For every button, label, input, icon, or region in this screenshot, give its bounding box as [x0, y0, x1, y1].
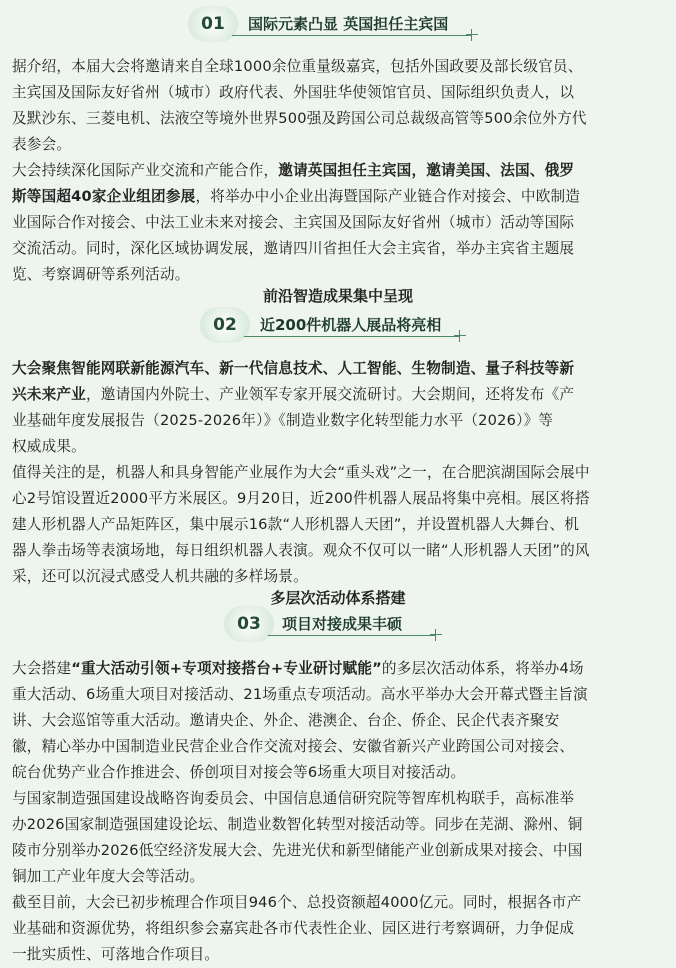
text-run: 据介绍，本届大会将邀请来自全球1000余位重量级嘉宾，包括外国政要及部长级官员、 — [12, 58, 583, 75]
underline-cross-ornament — [430, 629, 442, 641]
text-line — [12, 760, 668, 786]
paragraph — [12, 460, 668, 590]
paragraph — [12, 890, 668, 968]
text-line — [12, 54, 668, 80]
text-line — [12, 80, 668, 106]
text-line — [12, 486, 668, 512]
text-line — [12, 812, 668, 838]
text-run: 重大活动、6场重大项目对接活动、21场重点专项活动。高水平举办大会开幕式暨主旨演 — [12, 686, 588, 703]
text-run: 业基础和资源优势，将组织参会嘉宾赴各市代表性企业、园区进行考察调研，力争促成 — [12, 920, 575, 937]
section-number-badge: 02 — [200, 307, 250, 343]
text-run: 交流活动。同时，深化区域协调发展，邀请四川省担任大会主宾省，举办主宾省主题展 — [12, 240, 575, 257]
text-line — [12, 210, 668, 236]
text-run: 徽，精心举办中国制造业民营企业合作交流对接会、安徽省新兴产业跨国公司对接会、 — [12, 738, 575, 755]
text-line — [12, 184, 668, 210]
text-line — [12, 916, 668, 942]
text-run: ，邀请国内外院士、产业领军专家开展交流研讨。大会期间，还将发布《产 — [85, 386, 575, 403]
text-line — [12, 382, 668, 408]
text-run: 业国际合作对接会、中法工业未来对接会、主宾国及国际友好省州（城市）活动等国际 — [12, 214, 575, 231]
text-line — [12, 864, 668, 890]
text-line — [12, 838, 668, 864]
text-run: 建人形机器人产品矩阵区，集中展示16款“人形机器人天团”，并设置机器人大舞台、机 — [12, 516, 580, 533]
text-line — [12, 942, 668, 968]
bold-text-run: 大会聚焦智能网联新能源汽车、新一代信息技术、人工智能、生物制造、量子科技等新 — [12, 360, 575, 377]
section-header-01 — [0, 6, 676, 42]
text-line — [12, 460, 668, 486]
text-line — [12, 538, 668, 564]
text-run: 一批实质性、可落地合作项目。 — [12, 946, 220, 963]
text-line — [12, 106, 668, 132]
text-run: 主宾国及国际友好省州（城市）政府代表、外国驻华使领馆官员、国际组织负责人，以 — [12, 84, 575, 101]
paragraph — [12, 158, 668, 288]
text-run: 大会搭建 — [12, 660, 72, 677]
text-run: 采，还可以沉浸式感受人机共融的多样场景。 — [12, 568, 308, 585]
text-run: 的多层次活动体系，将举办4场 — [381, 660, 584, 677]
paragraph — [12, 786, 668, 890]
section-number-badge: 01 — [188, 6, 238, 42]
text-line — [12, 512, 668, 538]
section-title: 国际元素凸显 英国担任主宾国 — [248, 15, 449, 33]
section-subtitle: 多层次活动体系搭建 — [270, 589, 406, 607]
title-underline — [244, 336, 460, 337]
text-run: 截至目前，大会已初步梳理合作项目946个、总投资额超4000亿元。同时，根据各市产 — [12, 894, 582, 911]
text-line — [12, 682, 668, 708]
text-line — [12, 408, 668, 434]
section-title: 项目对接成果丰硕 — [282, 615, 403, 633]
section-title: 近200件机器人展品将亮相 — [260, 316, 442, 334]
text-run: 及默沙东、三菱电机、法液空等境外世界500强及跨国公司总裁级高管等500余位外方代 — [12, 110, 587, 127]
text-run: 值得关注的是，机器人和具身智能产业展作为大会“重头戏”之一，在合肥滨湖国际会展中 — [12, 464, 590, 481]
text-line — [12, 708, 668, 734]
text-run: 心2号馆设置近2000平方米展区。9月20日，近200件机器人展品将集中亮相。展区将搭 — [12, 490, 590, 507]
text-run: 与国家制造强国建设战略咨询委员会、中国信息通信研究院等智库机构联手，高标准举 — [12, 790, 575, 807]
text-run: 办2026国家制造强国建设论坛、制造业数智化转型对接活动等。同步在芜湖、滁州、铜 — [12, 816, 583, 833]
text-run: 大会持续深化国际产业交流和产能合作， — [12, 162, 279, 179]
text-line — [12, 564, 668, 590]
text-run: 表参会。 — [12, 136, 72, 153]
text-run: 器人拳击场等表演场地，每日组织机器人表演。观众不仅可以一睹“人形机器人天团”的风 — [12, 542, 590, 559]
text-run: 陵市分别举办2026低空经济发展大会、先进光伏和新型储能产业创新成果对接会、中国 — [12, 842, 583, 859]
text-line — [12, 236, 668, 262]
title-underline — [268, 635, 436, 636]
underline-cross-ornament — [454, 330, 466, 342]
text-line — [12, 158, 668, 184]
text-line — [12, 434, 668, 460]
text-line — [12, 356, 668, 382]
title-underline — [232, 35, 472, 36]
section-header-02 — [0, 307, 676, 343]
bold-text-run: 邀请英国担任主宾国，邀请美国、法国、俄罗 — [278, 162, 575, 179]
text-line — [12, 262, 668, 288]
text-run: 皖台优势产业合作推进会、侨创项目对接会等6场重大项目对接活动。 — [12, 764, 466, 781]
section-header-03 — [0, 606, 676, 642]
section-number-badge: 03 — [224, 606, 274, 642]
bold-text-run: 斯等国超40家企业组团参展 — [12, 188, 196, 205]
text-line — [12, 890, 668, 916]
text-run: 业基础年度发展报告（2025-2026年）》《制造业数字化转型能力水平（2026）》等 — [12, 412, 554, 429]
text-run: 铜加工产业年度大会等活动。 — [12, 868, 205, 885]
bold-text-run: 兴未来产业 — [12, 386, 86, 403]
text-run: 权威成果。 — [12, 438, 86, 455]
paragraph — [12, 656, 668, 786]
text-run: 讲、大会巡馆等重大活动。邀请央企、外企、港澳企、台企、侨企、民企代表齐聚安 — [12, 712, 560, 729]
section-subtitle: 前沿智造成果集中呈现 — [262, 287, 413, 305]
text-line — [12, 656, 668, 682]
text-line — [12, 734, 668, 760]
text-line — [12, 132, 668, 158]
paragraph — [12, 54, 668, 158]
text-run: 览、考察调研等系列活动。 — [12, 266, 190, 283]
bold-text-run: “重大活动引领+专项对接搭台+专业研讨赋能” — [71, 660, 382, 677]
underline-cross-ornament — [466, 29, 478, 41]
text-run: ，将举办中小企业出海暨国际产业链合作对接会、中欧制造 — [195, 188, 581, 205]
paragraph — [12, 356, 668, 460]
text-line — [12, 786, 668, 812]
